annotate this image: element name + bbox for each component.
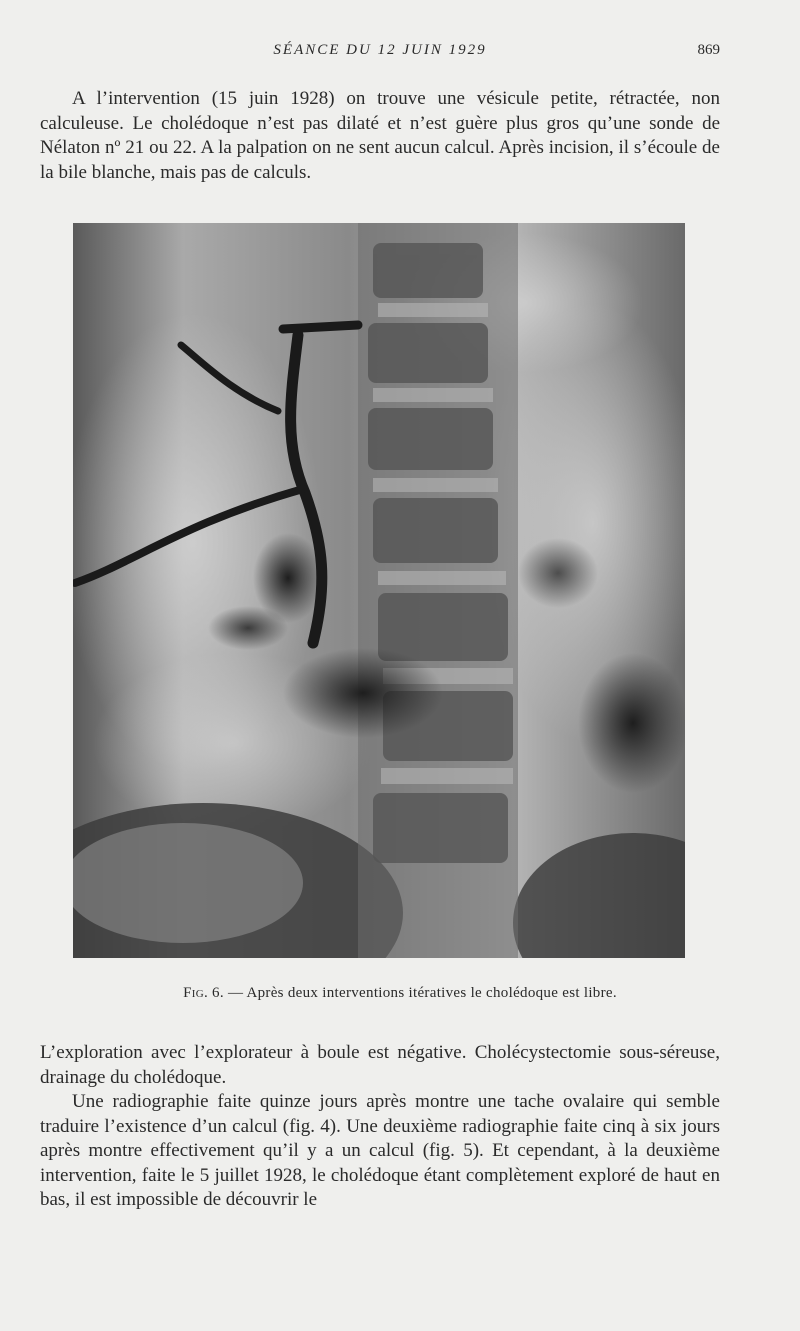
radiograph-figure: [73, 223, 685, 958]
paragraph-exploration: L’exploration avec l’explorateur à boule est négative. Cholécystectomie sous-séreuse, drainage du cholédoque.: [40, 1042, 720, 1088]
page-header: [40, 42, 720, 64]
running-title: SÉANCE DU 12 JUIN 1929: [273, 42, 487, 58]
radiograph-image: [73, 223, 685, 958]
figure-caption-text: — Après deux interventions itératives le cholédoque est libre.: [223, 985, 617, 1001]
figure-label: Fig. 6.: [183, 985, 224, 1001]
paragraph-radiography: Une radiographie faite quinze jours après montre une tache ovalaire qui semble traduire l’existence d’un calcul (fig. 4). Une deuxième radiographie faite cinq à six jours après montre effectivement qu’il y a un calcul (fig. 5). Et cependant, à la deuxième intervention, faite le 5 juillet 1928, le cholédoque étant complètement exploré de haut en bas, il est impossible de découvrir le: [40, 1091, 720, 1210]
page-number: 869: [697, 42, 720, 58]
body-text-lower: [40, 1041, 720, 1213]
figure-caption: [40, 985, 760, 1002]
paragraph-intervention: A l’intervention (15 juin 1928) on trouve une vésicule petite, rétractée, non calculeuse. Le cholédoque n’est pas dilaté et n’est guère plus gros qu’une sonde de Nélaton nº 21 ou 22. A la palpation on ne sent aucun calcul. Après incision, il s’écoule de la bile blanche, mais pas de calculs.: [40, 88, 720, 183]
